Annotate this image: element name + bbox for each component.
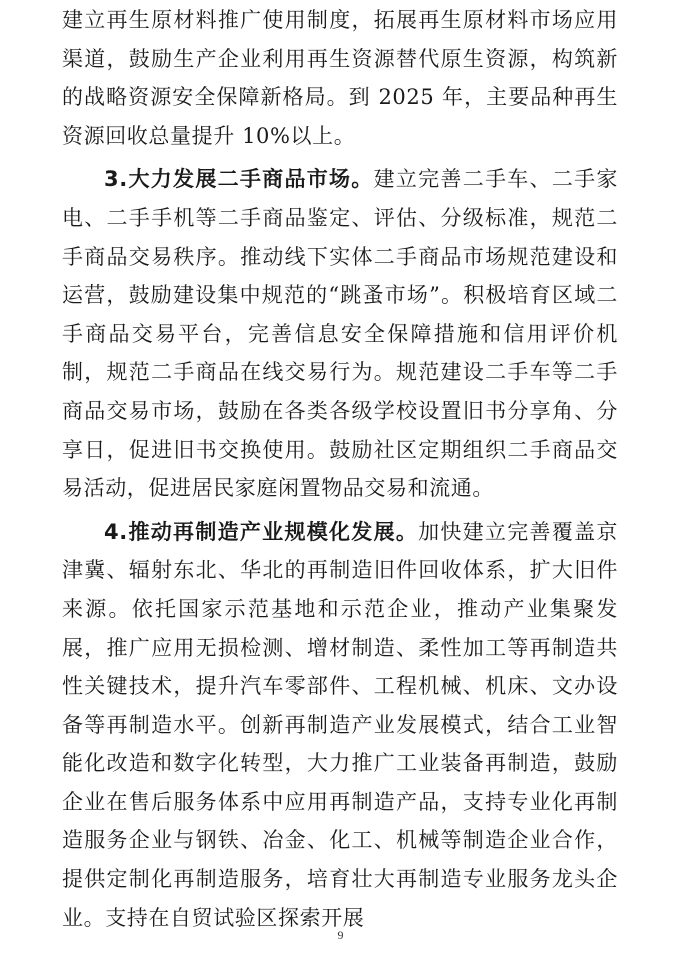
paragraph-text: 加快建立完善覆盖京津冀、辐射东北、华北的再制造旧件回收体系，扩大旧件来源。依托国家示范基地和示范企业，推动产业集聚发展，推广应用无损检测、增材制造、柔性加工等再制造共性关键技术，提升汽车零部件、工程机械、机床、文办设备等再制造水平。创新再制造产业发展模式，结合工业智能化改造和数字化转型，大力推广工业装备再制造，鼓励企业在售后服务体系中应用再制造产品，支持专业化再制造服务企业与钢铁、冶金、化工、机械等制造企业合作，提供定制化再制造服务，培育壮大再制造专业服务龙头企业。支持在自贸试验区探索开展 xyxy=(62,519,618,930)
section-heading-4: 4.推动再制造产业规模化发展。 xyxy=(104,519,419,544)
page-number: 9 xyxy=(337,928,344,942)
paragraph-continued xyxy=(62,1,618,155)
paragraph-text: 建立再生原材料推广使用制度，拓展再生原材料市场应用渠道，鼓励生产企业利用再生资源替代原生资源，构筑新的战略资源安全保障新格局。到 2025 年，主要品种再生资源回收总量提升 10%以上。 xyxy=(62,8,618,148)
document-body xyxy=(62,0,618,937)
paragraph-text: 建立完善二手车、二手家电、二手手机等二手商品鉴定、评估、分级标准，规范二手商品交易秩序。推动线下实体二手商品市场规范建设和运营，鼓励建设集中规范的“跳蚤市场”。积极培育区域二手商品交易平台，完善信息安全保障措施和信用评价机制，规范二手商品在线交易行为。规范建设二手车等二手商品交易市场，鼓励在各类各级学校设置旧书分享角、分享日，促进旧书交换使用。鼓励社区定期组织二手商品交易活动，促进居民家庭闲置物品交易和流通。 xyxy=(62,167,618,501)
section-heading-3: 3.大力发展二手商品市场。 xyxy=(104,167,374,192)
paragraph-secondhand-market xyxy=(62,160,618,507)
paragraph-remanufacturing xyxy=(62,513,618,938)
